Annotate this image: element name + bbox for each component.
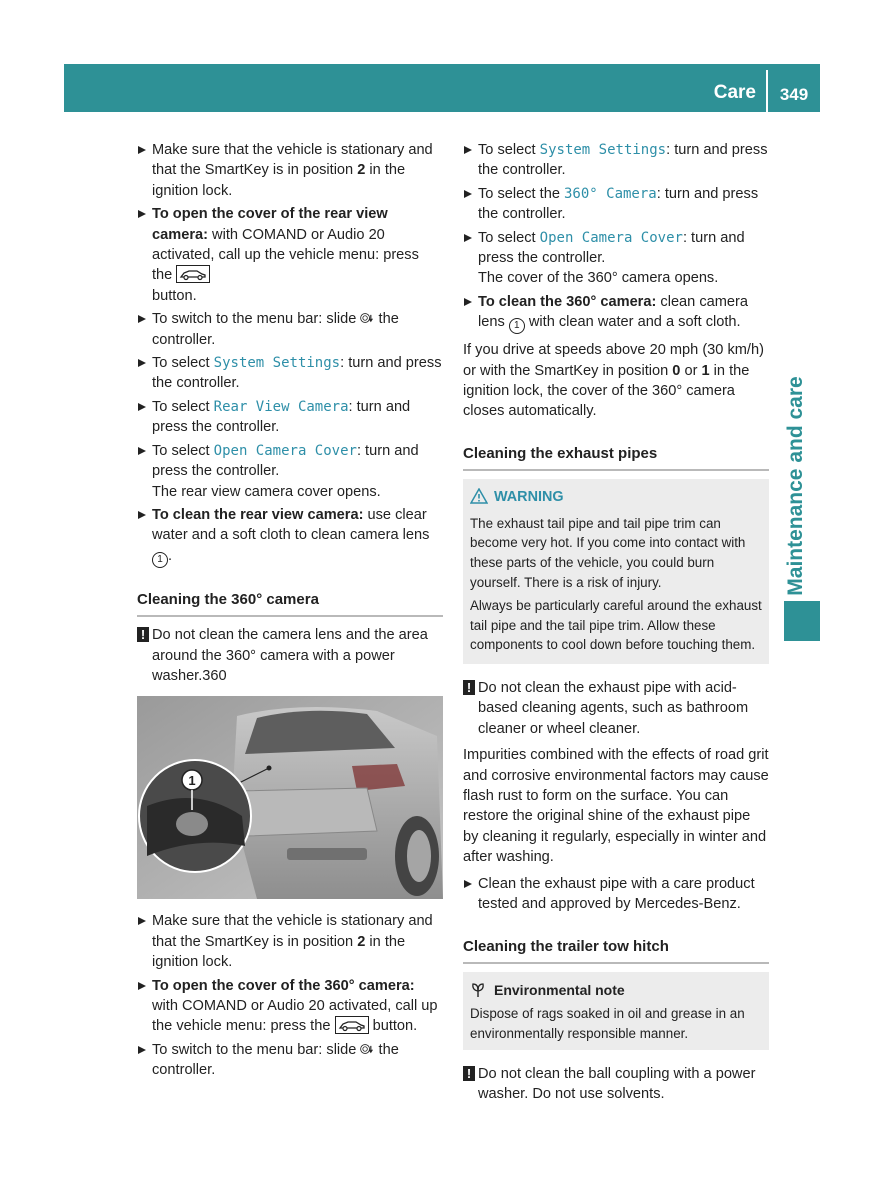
step-item: To select Open Camera Cover: turn and press the controller. The rear view camera cover opens. bbox=[137, 441, 443, 502]
step-arrow-icon bbox=[138, 1046, 146, 1054]
section-title: Care bbox=[713, 82, 756, 103]
step-item: To clean the rear view camera: use clear water and a soft cloth to clean camera lens 1 . bbox=[137, 505, 443, 568]
menu-item-text: System Settings bbox=[213, 355, 341, 372]
figure-callout-label: 1 bbox=[188, 773, 196, 789]
warning-box bbox=[463, 479, 769, 664]
step-result: The cover of the 360° camera opens. bbox=[478, 270, 719, 287]
controller-slide-icon bbox=[360, 1042, 374, 1056]
step-item: To select the 360° Camera: turn and press the controller. bbox=[463, 184, 769, 225]
side-tab-block bbox=[784, 601, 820, 641]
section-heading: Cleaning the exhaust pipes bbox=[463, 444, 769, 471]
step-arrow-icon bbox=[464, 234, 472, 242]
step-item: Make sure that the vehicle is stationary and that the SmartKey is in position 2 in the ignition lock. bbox=[137, 140, 443, 201]
step-arrow-icon bbox=[138, 982, 146, 990]
step-item: Make sure that the vehicle is stationary and that the SmartKey is in position 2 in the ignition lock. bbox=[137, 911, 443, 972]
step-item: To clean the 360° camera: clean camera lens 1 with clean water and a soft cloth. bbox=[463, 292, 769, 334]
exhaust-paragraph: Impurities combined with the effects of road grit and corrosive environmental factors may cause flash rust to form on the surface. You can restore the original shine of the exhaust pipe by cleaning it regularly, especially in winter and after washing. bbox=[463, 747, 769, 866]
section-heading: Cleaning the trailer tow hitch bbox=[463, 937, 769, 964]
step-arrow-icon bbox=[138, 917, 146, 925]
step-arrow-icon bbox=[464, 298, 472, 306]
environmental-note-box bbox=[463, 972, 769, 1050]
side-tab-label: Maintenance and care bbox=[784, 376, 807, 596]
step-item: To select Open Camera Cover: turn and press the controller. The cover of the 360° camera opens. bbox=[463, 228, 769, 289]
callout-1-icon: 1 bbox=[152, 552, 168, 568]
menu-item-text: Open Camera Cover bbox=[213, 442, 357, 459]
warning-triangle-icon bbox=[470, 488, 488, 504]
section-heading: Cleaning the 360° camera bbox=[137, 590, 443, 617]
step-arrow-icon bbox=[464, 190, 472, 198]
exclamation-icon: ! bbox=[463, 1066, 475, 1081]
controller-slide-icon bbox=[360, 311, 374, 325]
page-number: 349 bbox=[779, 85, 809, 104]
header-separator bbox=[766, 70, 768, 112]
right-column bbox=[463, 140, 769, 1111]
step-arrow-icon bbox=[138, 403, 146, 411]
step-item: To select Rear View Camera: turn and press the controller. bbox=[137, 397, 443, 438]
step-arrow-icon bbox=[138, 447, 146, 455]
warning-text: Always be particularly careful around the exhaust tail pipe and the tail pipe trim. Allow these components to cool down before touching them. bbox=[470, 598, 762, 653]
step-item: To open the cover of the rear view camera: with COMAND or Audio 20 activated, call up the vehicle menu: press the button. bbox=[137, 204, 443, 306]
warning-text: The exhaust tail pipe and tail pipe trim can become very hot. If you come into contact with these parts of the vehicle, you could burn yourself. There is a risk of injury. bbox=[470, 515, 746, 590]
callout-1-icon: 1 bbox=[509, 318, 525, 334]
step-item: To open the cover of the 360° camera: with COMAND or Audio 20 activated, call up the vehicle menu: press the button. bbox=[137, 976, 443, 1037]
header-bar bbox=[64, 64, 820, 112]
environment-leaf-icon bbox=[470, 982, 486, 998]
environmental-note-text: Dispose of rags soaked in oil and grease in an environmentally responsible manner. bbox=[470, 1005, 745, 1041]
menu-item-text: Rear View Camera bbox=[213, 398, 349, 415]
exclamation-icon: ! bbox=[137, 627, 149, 642]
step-arrow-icon bbox=[464, 880, 472, 888]
notice: ! Do not clean the exhaust pipe with acid-based cleaning agents, such as bathroom cleaner or wheel cleaner. bbox=[463, 678, 769, 739]
menu-item-text: 360° Camera bbox=[564, 185, 657, 202]
step-arrow-icon bbox=[138, 210, 146, 218]
step-arrow-icon bbox=[138, 146, 146, 154]
warning-header: WARNING bbox=[470, 488, 762, 508]
step-item: To select System Settings: turn and press the controller. bbox=[463, 140, 769, 181]
step-item: Clean the exhaust pipe with a care product tested and approved by Mercedes-Benz. bbox=[463, 874, 769, 915]
vehicle-menu-button-icon bbox=[335, 1016, 369, 1034]
left-column bbox=[137, 140, 443, 1084]
notice: ! Do not clean the camera lens and the area around the 360° camera with a power washer.360 bbox=[137, 625, 443, 686]
step-result: The rear view camera cover opens. bbox=[152, 483, 381, 500]
step-item: To switch to the menu bar: slide the controller. bbox=[137, 309, 443, 350]
environmental-note-header: Environmental note bbox=[470, 980, 762, 1000]
auto-close-paragraph: If you drive at speeds above 20 mph (30 km/h) or with the SmartKey in position 0 or 1 in the ignition lock, the cover of the 360° camera closes automatically. bbox=[463, 342, 764, 420]
camera-figure-image bbox=[137, 696, 443, 899]
exclamation-icon: ! bbox=[463, 680, 475, 695]
step-item: To switch to the menu bar: slide the controller. bbox=[137, 1040, 443, 1081]
notice: ! Do not clean the ball coupling with a power washer. Do not use solvents. bbox=[463, 1064, 769, 1105]
step-item: To select System Settings: turn and press the controller. bbox=[137, 353, 443, 394]
step-arrow-icon bbox=[138, 315, 146, 323]
step-arrow-icon bbox=[138, 359, 146, 367]
menu-item-text: System Settings bbox=[539, 142, 667, 158]
step-arrow-icon bbox=[464, 146, 472, 154]
vehicle-menu-button-icon bbox=[176, 265, 210, 283]
menu-item-text: Open Camera Cover bbox=[539, 229, 683, 246]
step-arrow-icon bbox=[138, 511, 146, 519]
